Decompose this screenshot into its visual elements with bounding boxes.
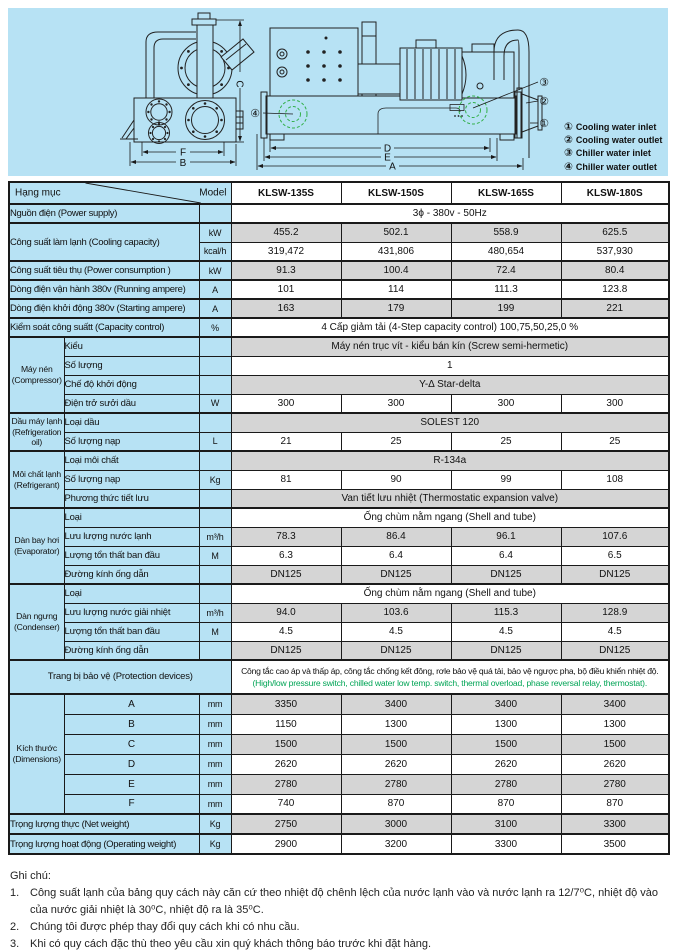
unit-cell: A	[199, 299, 231, 318]
value-cell: 1	[231, 356, 669, 375]
value-cell: 455.2	[231, 223, 341, 242]
value-cell: 199	[451, 299, 561, 318]
value-cell: 2620	[231, 754, 341, 774]
note-number: 2.	[10, 921, 20, 934]
value-cell: 2780	[451, 774, 561, 794]
diagram-legend	[564, 120, 662, 174]
row-label: Đường kính ống dẫn	[64, 641, 199, 660]
unit-cell: Kg	[199, 834, 231, 854]
unit-cell: %	[199, 318, 231, 337]
value-cell: 128.9	[561, 603, 669, 622]
circled-1-icon: ①	[564, 120, 573, 133]
unit-cell	[199, 451, 231, 470]
row-label: Công suất tiêu thụ (Power consumption )	[9, 261, 199, 280]
unit-cell: Kg	[199, 814, 231, 834]
front-view-dimensions	[130, 20, 246, 168]
table-row	[9, 834, 669, 854]
dim-label-d: D	[383, 143, 392, 155]
row-label: Số lượng	[64, 356, 199, 375]
value-cell: Y-Δ Star-delta	[231, 375, 669, 394]
value-cell: 2620	[561, 754, 669, 774]
value-cell: 2780	[231, 774, 341, 794]
value-cell: 2750	[231, 814, 341, 834]
group-label: Dàn bay hơi (Evaporator)	[9, 508, 64, 584]
unit-cell: kW	[199, 261, 231, 280]
value-cell: 2780	[561, 774, 669, 794]
value-cell: 1300	[341, 714, 451, 734]
row-label: Dòng điện vận hành 380v (Running ampere)	[9, 280, 199, 299]
value-cell: 537,930	[561, 242, 669, 261]
value-cell: 4 Cấp giảm tải (4-Step capacity control) 100,75,50,25,0 %	[231, 318, 669, 337]
note-item	[10, 919, 664, 936]
row-label: Kiểm soát công suấtt (Capacity control)	[9, 318, 199, 337]
unit-cell: Kg	[199, 470, 231, 489]
value-cell: R-134a	[231, 451, 669, 470]
table-row	[9, 774, 669, 794]
row-label: Công suất làm lạnh (Cooling capacity)	[9, 223, 199, 261]
value-cell: DN125	[341, 641, 451, 660]
value-cell	[231, 660, 669, 694]
row-label: Lưu lượng nước giải nhiệt	[64, 603, 199, 622]
note-text: Khi có quy cách đặc thù theo yêu cầu xin quý khách thông báo trước khi đặt hàng.	[30, 938, 432, 951]
footnotes	[10, 870, 664, 952]
value-cell: 3000	[341, 814, 451, 834]
dim-label-b: B	[179, 158, 187, 169]
table-header-row	[9, 182, 669, 204]
value-cell: 740	[231, 794, 341, 814]
unit-cell: mm	[199, 794, 231, 814]
table-row	[9, 204, 669, 223]
unit-cell: mm	[199, 734, 231, 754]
value-cell: 870	[341, 794, 451, 814]
value-cell: 6.4	[451, 546, 561, 565]
table-row	[9, 413, 669, 432]
value-cell: DN125	[561, 565, 669, 584]
value-cell: 99	[451, 470, 561, 489]
protection-text-en: (High/low pressure switch, chilled water low temp. switch, thermal overload, phase reversal relay, thermostat).	[252, 678, 648, 688]
legend-label: Chiller water inlet	[575, 148, 651, 159]
circled-2-icon: ②	[564, 134, 573, 147]
legend-label: Chiller water outlet	[575, 161, 657, 172]
value-cell: 3400	[341, 694, 451, 714]
table-row	[9, 261, 669, 280]
value-cell: 179	[341, 299, 451, 318]
row-label: C	[64, 734, 199, 754]
table-row	[9, 318, 669, 337]
unit-cell	[199, 413, 231, 432]
value-cell: 502.1	[341, 223, 451, 242]
row-label: Kiểu	[64, 337, 199, 356]
value-cell: DN125	[451, 565, 561, 584]
value-cell: 221	[561, 299, 669, 318]
value-cell: 81	[231, 470, 341, 489]
unit-cell: A	[199, 280, 231, 299]
value-cell: 431,806	[341, 242, 451, 261]
row-label: Dòng điện khởi động 380v (Starting ampere)	[9, 299, 199, 318]
dim-label-a: A	[389, 161, 396, 173]
unit-cell: m³/h	[199, 527, 231, 546]
value-cell: 78.3	[231, 527, 341, 546]
value-cell: 4.5	[561, 622, 669, 641]
value-cell: 3300	[561, 814, 669, 834]
row-label: Điện trở sưởi dầu	[64, 394, 199, 413]
note-item	[10, 885, 664, 919]
value-cell: 25	[341, 432, 451, 451]
value-cell: 3350	[231, 694, 341, 714]
group-label: Máy nén (Compressor)	[9, 337, 64, 413]
table-row	[9, 223, 669, 242]
table-row	[9, 660, 669, 694]
diagram-panel	[8, 8, 668, 176]
value-cell: DN125	[341, 565, 451, 584]
unit-cell: kcal/h	[199, 242, 231, 261]
value-cell: 300	[451, 394, 561, 413]
value-cell: 4.5	[231, 622, 341, 641]
value-cell: 3100	[451, 814, 561, 834]
side-view	[261, 22, 542, 158]
dim-label-c: C	[233, 80, 245, 88]
value-cell: 163	[231, 299, 341, 318]
row-label: Loại	[64, 508, 199, 527]
legend-item	[564, 160, 662, 173]
table-row	[9, 584, 669, 603]
row-label: Số lượng nạp	[64, 470, 199, 489]
value-cell: 300	[341, 394, 451, 413]
unit-cell: mm	[199, 754, 231, 774]
table-row	[9, 694, 669, 714]
table-row	[9, 641, 669, 660]
table-row	[9, 432, 669, 451]
note-item	[10, 936, 664, 952]
unit-cell: mm	[199, 694, 231, 714]
circled-3-icon: ③	[564, 147, 573, 160]
value-cell: 1500	[561, 734, 669, 754]
group-label: Kích thước (Dimensions)	[9, 694, 64, 814]
unit-cell	[199, 356, 231, 375]
unit-cell	[199, 489, 231, 508]
table-row	[9, 337, 669, 356]
value-cell: 101	[231, 280, 341, 299]
row-label: B	[64, 714, 199, 734]
row-label: Loại	[64, 584, 199, 603]
value-cell: 2900	[231, 834, 341, 854]
table-row	[9, 375, 669, 394]
table-row	[9, 280, 669, 299]
row-label: E	[64, 774, 199, 794]
value-cell: 91.3	[231, 261, 341, 280]
value-cell: SOLEST 120	[231, 413, 669, 432]
value-cell: 300	[231, 394, 341, 413]
row-label: Số lượng nạp	[64, 432, 199, 451]
value-cell: 6.4	[341, 546, 451, 565]
note-text: Công suất lạnh của bảng quy cách này căn cứ theo nhiệt độ chênh lệch của nước lạnh vào và nước lạnh ra 12/7⁰C, nhiệt độ vào của nước giải nhiệt là 30⁰C, nhiệt độ ra là 35⁰C.	[30, 887, 658, 917]
unit-cell	[199, 584, 231, 603]
model-column-header: KLSW-135S	[231, 182, 341, 204]
row-label: Lượng tổn thất ban đầu	[64, 546, 199, 565]
table-row	[9, 299, 669, 318]
unit-cell	[199, 565, 231, 584]
value-cell: 6.5	[561, 546, 669, 565]
row-label: Phương thức tiết lưu	[64, 489, 199, 508]
value-cell: 625.5	[561, 223, 669, 242]
value-cell: 90	[341, 470, 451, 489]
unit-cell	[199, 375, 231, 394]
row-label: Nguồn điện (Power supply)	[9, 204, 199, 223]
dim-label-e: E	[384, 152, 391, 164]
model-column-header: KLSW-180S	[561, 182, 669, 204]
value-cell: 3300	[451, 834, 561, 854]
model-column-header: KLSW-150S	[341, 182, 451, 204]
legend-item	[564, 147, 662, 160]
value-cell: 80.4	[561, 261, 669, 280]
group-label: Dầu máy lạnh (Refrigeration oil)	[9, 413, 64, 451]
group-label: Dàn ngưng (Condenser)	[9, 584, 64, 660]
table-row	[9, 489, 669, 508]
row-label: Lượng tổn thất ban đầu	[64, 622, 199, 641]
value-cell: 1500	[231, 734, 341, 754]
table-row	[9, 394, 669, 413]
legend-item	[564, 120, 662, 133]
value-cell: 114	[341, 280, 451, 299]
unit-cell	[199, 508, 231, 527]
model-header: Model	[199, 187, 227, 199]
value-cell: DN125	[561, 641, 669, 660]
note-number: 1.	[10, 887, 20, 899]
protection-text-vi: Công tắc cao áp và thấp áp, công tắc chống kết đông, rơle bảo vệ quá tải, bảo vệ ngược pha, bộ điều khiển nhiệt độ.	[241, 665, 659, 676]
table-row	[9, 814, 669, 834]
notes-title: Ghi chú:	[10, 870, 51, 882]
value-cell: 111.3	[451, 280, 561, 299]
unit-cell: mm	[199, 774, 231, 794]
value-cell: 300	[561, 394, 669, 413]
table-row	[9, 714, 669, 734]
value-cell: 86.4	[341, 527, 451, 546]
table-row	[9, 734, 669, 754]
table-row	[9, 546, 669, 565]
value-cell: 100.4	[341, 261, 451, 280]
value-cell: Ống chùm nằm ngang (Shell and tube)	[231, 584, 669, 603]
unit-cell: M	[199, 546, 231, 565]
value-cell: 4.5	[341, 622, 451, 641]
table-row	[9, 508, 669, 527]
value-cell: DN125	[231, 641, 341, 660]
legend-label: Cooling water inlet	[575, 121, 657, 132]
legend-label: Cooling water outlet	[575, 135, 663, 146]
value-cell: 1300	[561, 714, 669, 734]
value-cell: 107.6	[561, 527, 669, 546]
table-row	[9, 603, 669, 622]
value-cell: 3ϕ - 380v - 50Hz	[231, 204, 669, 223]
value-cell: 1150	[231, 714, 341, 734]
unit-cell: M	[199, 622, 231, 641]
value-cell: 6.3	[231, 546, 341, 565]
front-view	[120, 13, 254, 144]
note-number: 3.	[10, 938, 20, 951]
value-cell: 3500	[561, 834, 669, 854]
value-cell: 4.5	[451, 622, 561, 641]
callout-2: ②	[539, 96, 549, 108]
row-label: Trang bị bảo vệ (Protection devices)	[9, 660, 231, 694]
value-cell: DN125	[231, 565, 341, 584]
value-cell: 25	[561, 432, 669, 451]
value-cell: 21	[231, 432, 341, 451]
row-label: Chế độ khởi động	[64, 375, 199, 394]
value-cell: 2780	[341, 774, 451, 794]
row-label: Loại môi chất	[64, 451, 199, 470]
value-cell: 870	[561, 794, 669, 814]
value-cell: 123.8	[561, 280, 669, 299]
row-label: Loại dầu	[64, 413, 199, 432]
value-cell: 1500	[451, 734, 561, 754]
table-row	[9, 794, 669, 814]
unit-cell: m³/h	[199, 603, 231, 622]
unit-cell: L	[199, 432, 231, 451]
value-cell: 94.0	[231, 603, 341, 622]
value-cell: 25	[451, 432, 561, 451]
value-cell: 72.4	[451, 261, 561, 280]
unit-cell: kW	[199, 223, 231, 242]
value-cell: Máy nén trục vít - kiểu bán kín (Screw semi-hermetic)	[231, 337, 669, 356]
row-label: A	[64, 694, 199, 714]
value-cell: 3400	[451, 694, 561, 714]
value-cell: 870	[451, 794, 561, 814]
row-label: Đường kính ống dẫn	[64, 565, 199, 584]
diagonal-header-cell	[9, 182, 231, 204]
unit-cell: W	[199, 394, 231, 413]
unit-cell	[199, 337, 231, 356]
unit-cell	[199, 641, 231, 660]
value-cell: DN125	[451, 641, 561, 660]
row-label: D	[64, 754, 199, 774]
value-cell: 1500	[341, 734, 451, 754]
value-cell: 108	[561, 470, 669, 489]
value-cell: 3400	[561, 694, 669, 714]
spec-table	[8, 181, 670, 855]
value-cell: 2620	[341, 754, 451, 774]
value-cell: 3200	[341, 834, 451, 854]
table-row	[9, 565, 669, 584]
callout-4: ④	[250, 108, 260, 120]
note-text: Chúng tôi được phép thay đổi quy cách khi có nhu cầu.	[30, 921, 300, 934]
value-cell: 96.1	[451, 527, 561, 546]
unit-cell: mm	[199, 714, 231, 734]
value-cell: 2620	[451, 754, 561, 774]
circled-4-icon: ④	[564, 160, 573, 173]
item-header: Hạng mục	[15, 187, 61, 199]
legend-item	[564, 133, 662, 146]
table-row	[9, 622, 669, 641]
value-cell: 115.3	[451, 603, 561, 622]
value-cell: 103.6	[341, 603, 451, 622]
table-row	[9, 754, 669, 774]
value-cell: 1300	[451, 714, 561, 734]
dim-label-f: F	[179, 147, 187, 159]
group-label: Môi chất lạnh (Refrigerant)	[9, 451, 64, 508]
model-column-header: KLSW-165S	[451, 182, 561, 204]
table-row	[9, 356, 669, 375]
table-row	[9, 451, 669, 470]
row-label: Trọng lượng hoạt động (Operating weight)	[9, 834, 199, 854]
unit-cell	[199, 204, 231, 223]
row-label: F	[64, 794, 199, 814]
row-label: Lưu lượng nước lạnh	[64, 527, 199, 546]
value-cell: 319,472	[231, 242, 341, 261]
value-cell: 558.9	[451, 223, 561, 242]
value-cell: 480,654	[451, 242, 561, 261]
row-label: Trọng lượng thực (Net weight)	[9, 814, 199, 834]
value-cell: Ống chùm nằm ngang (Shell and tube)	[231, 508, 669, 527]
table-row	[9, 527, 669, 546]
value-cell: Van tiết lưu nhiệt (Thermostatic expansion valve)	[231, 489, 669, 508]
callout-3: ③	[539, 77, 549, 89]
callout-1: ①	[539, 118, 549, 130]
table-row	[9, 470, 669, 489]
